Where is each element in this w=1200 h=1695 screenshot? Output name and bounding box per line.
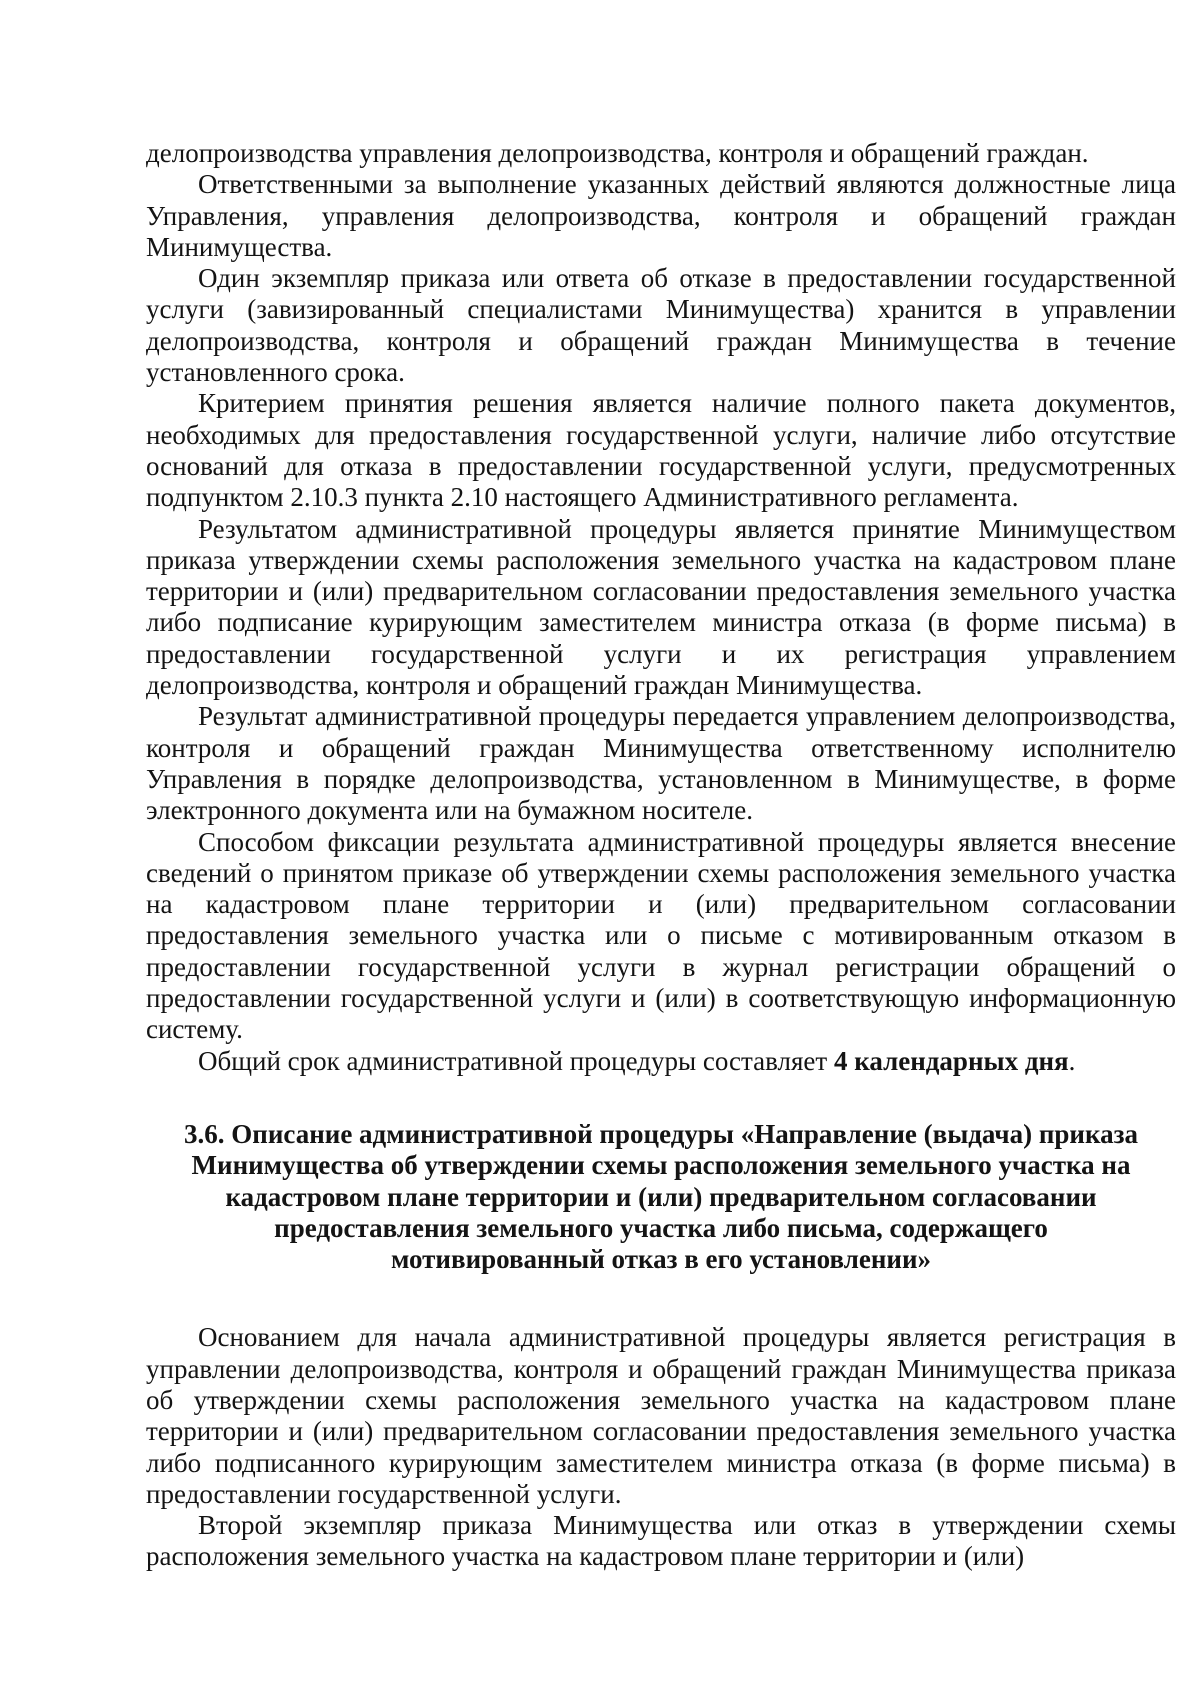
paragraph-result-transfer: Результат административной процедуры передается управлением делопроизводства, контроля и обращений граждан Минимущества ответственному исполнителю Управления в порядке делопроизводства, установленном в Минимуществе, в форме электронного документа или на бумажном носителе. — [146, 701, 1176, 826]
term-prefix: Общий срок административной процедуры составляет — [198, 1045, 834, 1076]
document-page — [146, 138, 1176, 1573]
spacer — [146, 1275, 1176, 1322]
term-duration: 4 календарных дня — [833, 1045, 1069, 1076]
term-suffix: . — [1068, 1045, 1076, 1076]
section-heading: 3.6. Описание административной процедуры «Направление (выдача) приказа Минимущества об утверждении схемы расположения земельного участка на кадастровом плане территории и (или) предварительном согласовании предоставления земельного участка либо письма, содержащего мотивированный отказ в его установлении» — [184, 1118, 1138, 1275]
paragraph-copy-storage: Один экземпляр приказа или ответа об отказе в предоставлении государственной услуги (завизированный специалистами Минимущества) хранится в управлении делопроизводства, контроля и обращений граждан Минимущества в течение установленного срока. — [146, 263, 1176, 388]
paragraph-total-term — [146, 1046, 1176, 1077]
paragraph-second-copy: Второй экземпляр приказа Минимущества или отказ в утверждении схемы расположения земельного участка на кадастровом плане территории и (или) — [146, 1510, 1176, 1572]
paragraph-decision-criteria: Критерием принятия решения является наличие полного пакета документов, необходимых для предоставления государственной услуги, наличие либо отсутствие оснований для отказа в предоставлении государственной услуги, предусмотренных подпунктом 2.10.3 пункта 2.10 настоящего Административного регламента. — [146, 388, 1176, 513]
paragraph-fixation-method: Способом фиксации результата административной процедуры является внесение сведений о принятом приказе об утверждении схемы расположения земельного участка на кадастровом плане территории и (или) предварительном согласовании предоставления земельного участка или о письме с мотивированным отказом в предоставлении государственной услуги в журнал регистрации обращений о предоставлении государственной услуги и (или) в соответствующую информационную систему. — [146, 826, 1176, 1045]
paragraph-continuation: делопроизводства управления делопроизводства, контроля и обращений граждан. — [146, 138, 1089, 168]
paragraph-procedure-basis: Основанием для начала административной процедуры является регистрация в управлении делопроизводства, контроля и обращений граждан Минимущества приказа об утверждении схемы расположения земельного участка на кадастровом плане территории и (или) предварительном согласовании предоставления земельного участка либо подписанного курирующим заместителем министра отказа (в форме письма) в предоставлении государственной услуги. — [146, 1322, 1176, 1509]
paragraph-responsible: Ответственными за выполнение указанных действий являются должностные лица Управления, управления делопроизводства, контроля и обращений граждан Минимущества. — [146, 169, 1176, 262]
paragraph-procedure-result: Результатом административной процедуры является принятие Минимуществом приказа утверждении схемы расположения земельного участка на кадастровом плане территории и (или) предварительном согласовании предоставления земельного участка либо подписание курирующим заместителем министра отказа (в форме письма) в предоставлении государственной услуги и их регистрация управлением делопроизводства, контроля и обращений граждан Минимущества. — [146, 513, 1176, 701]
